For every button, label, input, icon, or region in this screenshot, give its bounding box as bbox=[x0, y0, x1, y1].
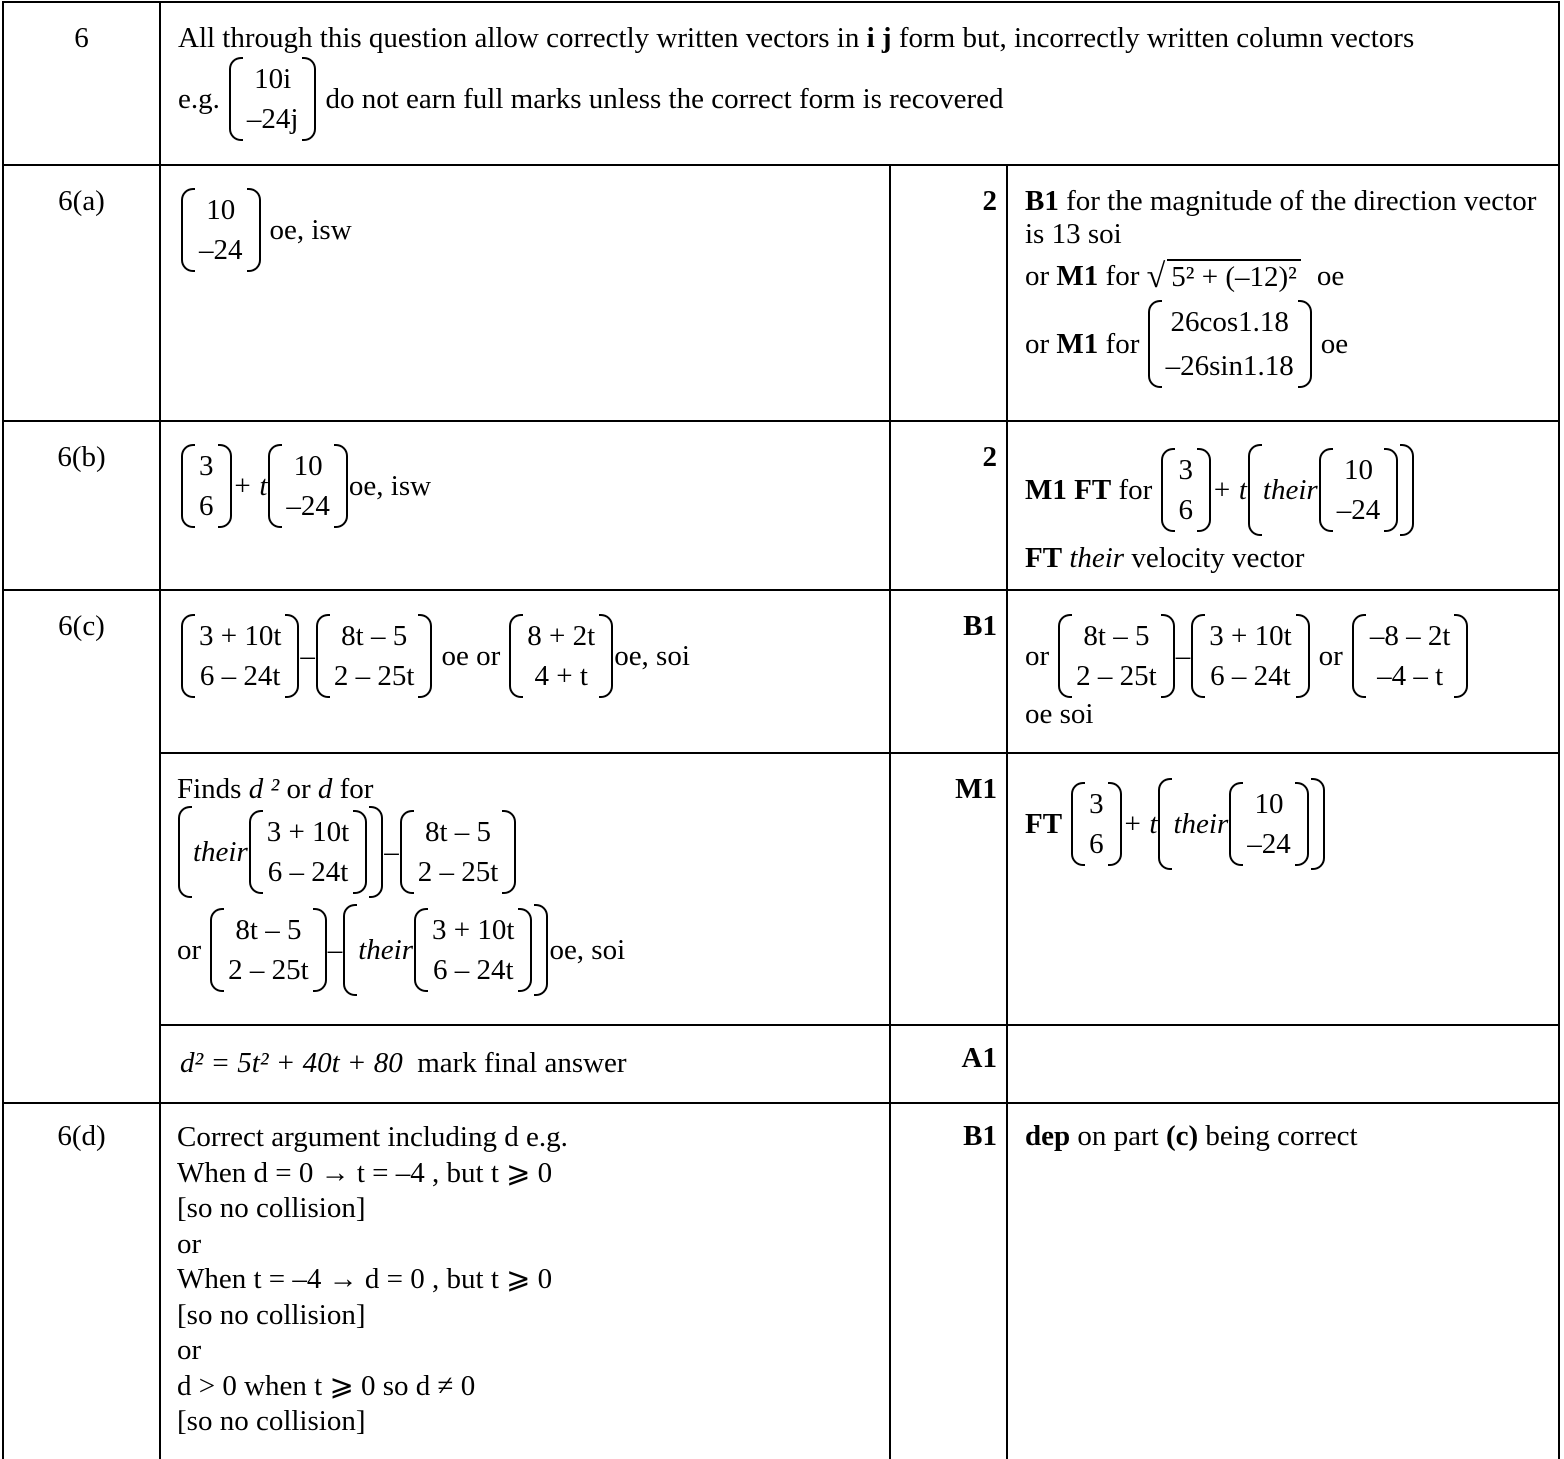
marks: A1 bbox=[961, 1042, 997, 1074]
example-column-vector: 10i –24j bbox=[228, 57, 318, 141]
guidance-cell: B1 for the magnitude of the direction vector is 13 soi or M1 for √ 5² + (–12)² oe or M1 for 26cos1.18 –26sin1.18 oe bbox=[1025, 185, 1550, 388]
answer-cell bbox=[177, 1120, 882, 1440]
position-vector: 3 6 bbox=[180, 444, 233, 528]
velocity-vector: 10 –24 bbox=[267, 444, 349, 528]
their-vector: their 3 + 10t 6 – 24t bbox=[177, 806, 384, 898]
argument-line: d > 0 when t ⩾ 0 so d ≠ 0 bbox=[177, 1369, 476, 1402]
vector-expression: 8t – 5 2 – 25t bbox=[1057, 614, 1176, 698]
question-number: 6 bbox=[74, 22, 89, 54]
vector-expression: 8 + 2t 4 + t bbox=[508, 614, 614, 698]
guidance-cell: M1 FT for 3 6 + t their 10 –24 FT their velocity vector bbox=[1025, 444, 1550, 575]
argument-line: [so no collision] bbox=[177, 1192, 366, 1224]
vector-expression: 8t – 5 2 – 25t bbox=[399, 810, 518, 894]
guidance-cell: FT 3 6 + t their 10 –24 bbox=[1025, 778, 1550, 870]
row-rule bbox=[2, 164, 1560, 166]
guidance-cell: dep on part (c) being correct bbox=[1025, 1120, 1358, 1152]
argument-line: [so no collision] bbox=[177, 1405, 366, 1437]
position-vector: 3 6 bbox=[1070, 782, 1123, 866]
col-rule bbox=[1006, 164, 1008, 1459]
col-rule bbox=[2, 1, 4, 1459]
answer-cell: Finds d ² or d for their 3 + 10t 6 – 24t – 8t – 5 2 – 25t or 8t – 5 2 – 25t – their 3 + 10t 6 – 24t oe, soi bbox=[177, 773, 882, 996]
sqrt-expression: 5² + (–12)² bbox=[1167, 259, 1301, 294]
vector-expression: 8t – 5 2 – 25t bbox=[315, 614, 434, 698]
guidance-cell: or 8t – 5 2 – 25t – 3 + 10t 6 – 24t or –8 – 2t –4 – t oe soi bbox=[1025, 614, 1550, 731]
answer-cell: 3 6 + t 10 –24 oe, isw bbox=[180, 444, 880, 528]
vector-expression: –8 – 2t –4 – t bbox=[1351, 614, 1470, 698]
col-rule bbox=[159, 1, 161, 1459]
general-note bbox=[178, 22, 1548, 141]
row-rule bbox=[2, 589, 1560, 591]
question-number: 6(d) bbox=[57, 1120, 106, 1152]
vector-expression: 8t – 5 2 – 25t bbox=[209, 908, 328, 992]
row-rule bbox=[160, 1024, 1560, 1026]
their-vector: their 3 + 10t 6 – 24t bbox=[342, 904, 549, 996]
col-rule bbox=[1558, 1, 1560, 1459]
argument-line: Correct argument including d e.g. bbox=[177, 1121, 568, 1153]
marks: B1 bbox=[963, 1120, 997, 1152]
argument-line: or bbox=[177, 1334, 202, 1366]
marks: B1 bbox=[963, 610, 997, 642]
row-rule bbox=[2, 1, 1560, 3]
answer-cell: 3 + 10t 6 – 24t – 8t – 5 2 – 25t oe or 8 + 2t 4 + t oe, soi bbox=[180, 614, 880, 698]
question-number: 6(b) bbox=[57, 441, 106, 473]
marks: M1 bbox=[955, 773, 997, 805]
question-number: 6(c) bbox=[58, 610, 105, 642]
position-vector: 3 6 bbox=[1160, 448, 1213, 532]
trig-vector: 26cos1.18 –26sin1.18 bbox=[1147, 300, 1313, 388]
argument-line: or bbox=[177, 1227, 202, 1260]
answer-vector: 10 –24 bbox=[180, 188, 262, 272]
note-line-2: e.g. 10i –24j do not earn full marks unless the correct form is recovered bbox=[178, 57, 1548, 141]
argument-line: When t = –4 → d = 0 , but t ⩾ 0 bbox=[177, 1263, 553, 1295]
guidance-tail: oe soi bbox=[1025, 698, 1094, 730]
vector-expression: 3 + 10t 6 – 24t bbox=[1190, 614, 1310, 698]
note-line-1: All through this question allow correctly written vectors in i j form but, incorrectly written column vectors bbox=[178, 22, 1415, 54]
argument-line: When d = 0 → t = –4 , but t ⩾ 0 bbox=[177, 1156, 553, 1189]
marks: 2 bbox=[982, 185, 997, 217]
col-rule bbox=[889, 164, 891, 1459]
vector-expression: 3 + 10t 6 – 24t bbox=[180, 614, 300, 698]
answer-cell: d² = 5t² + 40t + 80 mark final answer bbox=[180, 1047, 627, 1079]
answer-cell: 10 –24 oe, isw bbox=[180, 188, 880, 272]
their-vector: their 10 –24 bbox=[1247, 444, 1415, 536]
row-rule bbox=[2, 1102, 1560, 1104]
marks: 2 bbox=[982, 441, 997, 473]
argument-line: [so no collision] bbox=[177, 1298, 366, 1331]
row-rule bbox=[160, 752, 1560, 754]
their-vector: their 10 –24 bbox=[1157, 778, 1325, 870]
question-number: 6(a) bbox=[58, 185, 105, 217]
row-rule bbox=[2, 420, 1560, 422]
